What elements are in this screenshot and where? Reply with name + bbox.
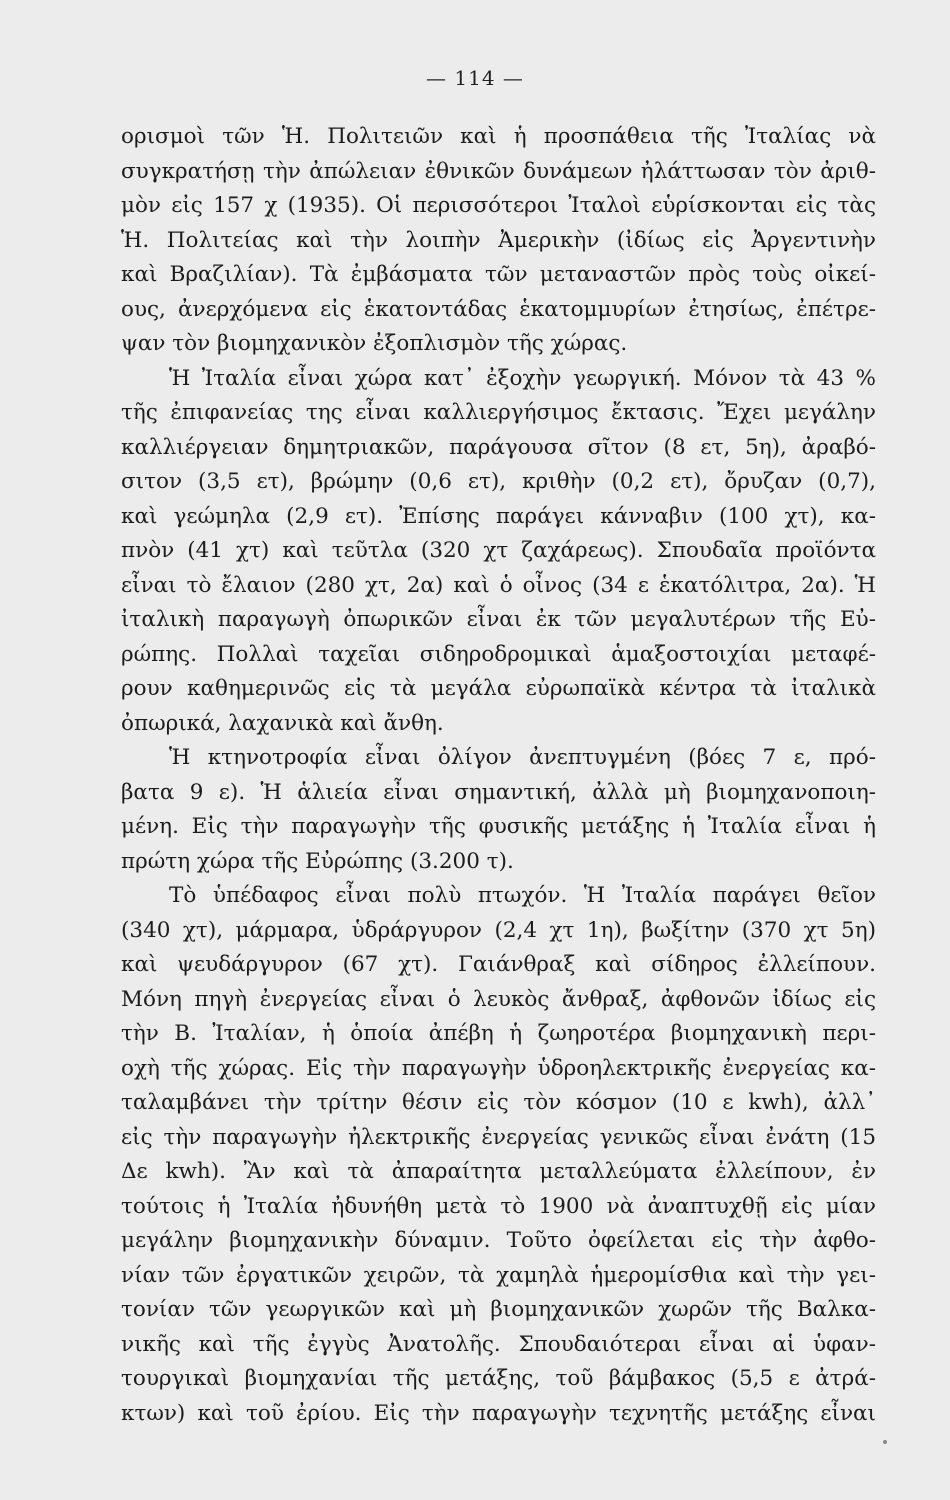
- text-line: καὶ ψευδάργυρον (67 χτ). Γαιάνθραξ καὶ σίδηρος ἐλλείπουν.: [121, 952, 876, 977]
- text-line: Ἡ. Πολιτείας καὶ τὴν λοιπὴν Ἀμερικὴν (ἰδίως εἰς Ἀργεντινὴν: [121, 227, 876, 253]
- text-line: μὸν εἰς 157 χ (1935). Οἱ περισσότεροι Ἰταλοὶ εὑρίσκονται εἰς τὰς: [121, 193, 876, 218]
- text-line: τούτοις ἡ Ἰταλία ἠδυνήθη μετὰ τὸ 1900 νὰ ἀναπτυχθῇ εἰς μίαν: [121, 1193, 876, 1219]
- page-number: — 114 —: [426, 66, 524, 90]
- text-line: Ἡ Ἰταλία εἶναι χώρα κατ᾽ ἐξοχὴν γεωργική. Μόνον τὰ 43 %: [169, 365, 876, 391]
- text-line: ρουν καθημερινῶς εἰς τὰ μεγάλα εὐρωπαϊκὰ κέντρα τὰ ἰταλικὰ: [121, 676, 876, 701]
- text-line: οχὴ τῆς χώρας. Εἰς τὴν παραγωγὴν ὑδροηλεκτρικῆς ἐνεργείας κα-: [121, 1055, 876, 1081]
- text-line: καὶ Βραζιλίαν). Τὰ ἐμβάσματα τῶν μεταναστῶν πρὸς τοὺς οἰκεί-: [121, 262, 876, 287]
- text-line: τὴν Β. Ἰταλίαν, ἡ ὁποία ἀπέβη ἡ ζωηροτέρα βιομηχανικὴ περι-: [121, 1021, 876, 1046]
- text-line: Μόνη πηγὴ ἐνεργείας εἶναι ὁ λευκὸς ἄνθραξ, ἀφθονῶν ἰδίως εἰς: [121, 986, 876, 1012]
- body-text: [121, 120, 876, 1431]
- text-line: τουργικαὶ βιομηχανίαι τῆς μετάξης, τοῦ βάμβακος (5,5 ε ἀτρά-: [121, 1366, 876, 1391]
- text-line: ὀπωρικά, λαχανικὰ καὶ ἄνθη.: [121, 710, 444, 736]
- text-line: τονίαν τῶν γεωργικῶν καὶ μὴ βιομηχανικῶν χωρῶν τῆς Βαλκα-: [121, 1297, 876, 1322]
- text-line: καὶ γεώμηλα (2,9 ετ). Ἐπίσης παράγει κάνναβιν (100 χτ), κα-: [121, 503, 876, 529]
- text-line: νικῆς καὶ τῆς ἐγγὺς Ἀνατολῆς. Σπουδαιότεραι εἶναι αἱ ὑφαν-: [121, 1331, 876, 1357]
- text-line: μένη. Εἰς τὴν παραγωγὴν τῆς φυσικῆς μετάξης ἡ Ἰταλία εἶναι ἡ: [121, 814, 876, 839]
- text-line: μεγάλην βιομηχανικὴν δύναμιν. Τοῦτο ὀφείλεται εἰς τὴν ἀφθο-: [121, 1228, 876, 1253]
- text-line: τῆς ἐπιφανείας της εἶναι καλλιεργήσιμος ἔκτασις. Ἔχει μεγάλην: [121, 400, 876, 425]
- text-line: ἰταλικὴ παραγωγὴ ὀπωρικῶν εἶναι ἐκ τῶν μεγαλυτέρων τῆς Εὐ-: [121, 607, 876, 632]
- scan-speck: [883, 1440, 887, 1444]
- text-line: κτων) καὶ τοῦ ἐρίου. Εἰς τὴν παραγωγὴν τεχνητῆς μετάξης εἶναι: [121, 1400, 876, 1426]
- text-line: ψαν τὸν βιομηχανικὸν ἐξοπλισμὸν τῆς χώρας.: [121, 331, 628, 356]
- text-line: ορισμοὶ τῶν Ἡ. Πολιτειῶν καὶ ἡ προσπάθεια τῆς Ἰταλίας νὰ: [121, 124, 876, 149]
- text-line: ταλαμβάνει τὴν τρίτην θέσιν εἰς τὸν κόσμον (10 ε kwh), ἀλλ᾽: [121, 1090, 876, 1115]
- text-line: σιτον (3,5 ετ), βρώμην (0,6 ετ), κριθὴν (0,2 ετ), ὄρυζαν (0,7),: [121, 469, 876, 494]
- text-line: νίαν τῶν ἐργατικῶν χειρῶν, τὰ χαμηλὰ ἡμερομίσθια καὶ τὴν γει-: [121, 1262, 876, 1288]
- text-line: ους, ἀνερχόμενα εἰς ἑκατοντάδας ἑκατομμυρίων ἐτησίως, ἐπέτρε-: [121, 296, 876, 322]
- text-line: Δε kwh). Ἂν καὶ τὰ ἀπαραίτητα μεταλλεύματα ἐλλείπουν, ἐν: [121, 1159, 876, 1184]
- text-line: ρώπης. Πολλαὶ ταχεῖαι σιδηροδρομικαὶ ἁμαξοστοιχίαι μεταφέ-: [121, 641, 876, 667]
- text-line: πρώτη χώρα τῆς Εὐρώπης (3.200 τ).: [121, 848, 514, 874]
- text-line: (340 χτ), μάρμαρα, ὑδράργυρον (2,4 χτ 1η), βωξίτην (370 χτ 5η): [121, 917, 876, 943]
- text-line: βατα 9 ε). Ἡ ἁλιεία εἶναι σημαντική, ἀλλὰ μὴ βιομηχανοποιη-: [121, 779, 876, 805]
- text-line: καλλιέργειαν δημητριακῶν, παράγουσα σῖτον (8 ετ, 5η), ἀραβό-: [121, 434, 876, 460]
- text-line: Ἡ κτηνοτροφία εἶναι ὀλίγον ἀνεπτυγμένη (βόες 7 ε, πρό-: [169, 745, 876, 770]
- text-line: Τὸ ὑπέδαφος εἶναι πολὺ πτωχόν. Ἡ Ἰταλία παράγει θεῖον: [169, 883, 876, 908]
- text-line: εἶναι τὸ ἔλαιον (280 χτ, 2α) καὶ ὁ οἶνος (34 ε ἑκατόλιτρα, 2α). Ἡ: [121, 572, 876, 598]
- text-line: πνὸν (41 χτ) καὶ τεῦτλα (320 χτ ζαχάρεως). Σπουδαῖα προϊόντα: [121, 538, 876, 563]
- text-line: συγκρατήσῃ τὴν ἀπώλειαν ἐθνικῶν δυνάμεων ἠλάττωσαν τὸν ἀριθ-: [121, 158, 876, 184]
- text-line: εἰς τὴν παραγωγὴν ἠλεκτρικῆς ἐνεργείας γενικῶς εἶναι ἐνάτη (15: [121, 1124, 876, 1150]
